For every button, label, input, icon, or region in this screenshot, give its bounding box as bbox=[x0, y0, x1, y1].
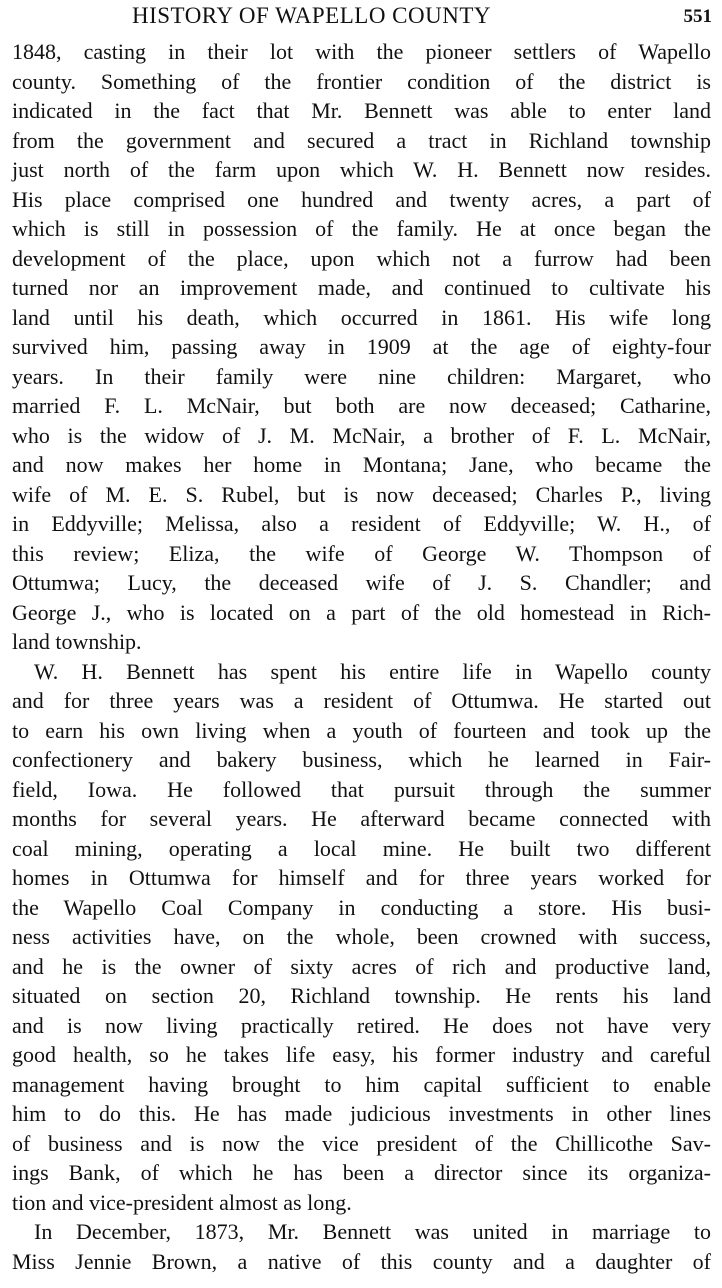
text-line: the Wapello Coal Company in conducting a store. His busi- bbox=[12, 894, 711, 920]
text-line: tion and vice-president almost as long. bbox=[12, 1189, 352, 1215]
text-line: His place comprised one hundred and twenty acres, a part of bbox=[12, 186, 711, 212]
text-line: ings Bank, of which he has been a director since its organiza- bbox=[12, 1160, 711, 1185]
text-line: field, Iowa. He followed that pursuit through the summer bbox=[12, 776, 711, 802]
text-line: homes in Ottumwa for himself and for three years worked for bbox=[12, 865, 711, 890]
text-line: married F. L. McNair, but both are now deceased; Catharine, bbox=[12, 393, 711, 418]
text-line: and is now living practically retired. He does not have very bbox=[12, 1012, 711, 1038]
text-line: management having brought to him capital sufficient to enable bbox=[12, 1071, 711, 1097]
text-line: coal mining, operating a local mine. He built two different bbox=[12, 835, 711, 861]
text-line: and he is the owner of sixty acres of rich and productive land, bbox=[12, 953, 711, 979]
paragraph bbox=[12, 37, 711, 657]
running-head bbox=[0, 2, 722, 30]
text-line: development of the place, upon which not a furrow had been bbox=[12, 245, 711, 271]
text-line: him to do this. He has made judicious investments in other lines bbox=[12, 1101, 711, 1126]
paragraph bbox=[12, 657, 711, 1218]
text-line: wife of M. E. S. Rubel, but is now deceased; Charles P., living bbox=[12, 481, 711, 507]
text-line: good health, so he takes life easy, his former industry and careful bbox=[12, 1042, 711, 1067]
text-line: months for several years. He afterward became connected with bbox=[12, 806, 711, 831]
running-title: HISTORY OF WAPELLO COUNTY bbox=[132, 3, 492, 28]
text-line: survived him, passing away in 1909 at the age of eighty-four bbox=[12, 334, 711, 359]
text-line: George J., who is located on a part of the old homestead in Rich- bbox=[12, 599, 711, 625]
text-line: situated on section 20, Richland township. He rents his land bbox=[12, 983, 711, 1008]
page-number: 551 bbox=[683, 6, 712, 27]
text-line: land until his death, which occurred in 1861. His wife long bbox=[12, 304, 711, 330]
text-line: and now makes her home in Montana; Jane, who became the bbox=[12, 452, 711, 477]
text-line: just north of the farm upon which W. H. Bennett now resides. bbox=[12, 157, 711, 182]
text-line: Miss Jennie Brown, a native of this county and a daughter of bbox=[12, 1248, 711, 1274]
text-line: 1848, casting in their lot with the pioneer settlers of Wapello bbox=[12, 39, 711, 64]
text-line: from the government and secured a tract in Richland township bbox=[12, 127, 711, 153]
text-line: ness activities have, on the whole, been crowned with success, bbox=[12, 924, 711, 949]
text-line: turned nor an improvement made, and continued to cultivate his bbox=[12, 275, 711, 300]
text-line: land township. bbox=[12, 629, 142, 654]
text-line: W. H. Bennett has spent his entire life in Wapello county bbox=[34, 658, 711, 684]
text-line: confectionery and bakery business, which he learned in Fair- bbox=[12, 747, 711, 772]
text-line: In December, 1873, Mr. Bennett was united in marriage to bbox=[34, 1219, 711, 1244]
text-line: to earn his own living when a youth of fourteen and took up the bbox=[12, 717, 711, 743]
text-line: in Eddyville; Melissa, also a resident of Eddyville; W. H., of bbox=[12, 511, 711, 536]
text-line: Ottumwa; Lucy, the deceased wife of J. S. Chandler; and bbox=[12, 570, 711, 595]
body-text bbox=[12, 37, 711, 1276]
text-line: who is the widow of J. M. McNair, a brother of F. L. McNair, bbox=[12, 422, 711, 448]
text-line: indicated in the fact that Mr. Bennett was able to enter land bbox=[12, 98, 711, 123]
text-line: this review; Eliza, the wife of George W. Thompson of bbox=[12, 540, 711, 566]
text-line: county. Something of the frontier condition of the district is bbox=[12, 68, 711, 94]
text-line: which is still in possession of the family. He at once began the bbox=[12, 216, 711, 241]
text-line: of business and is now the vice president of the Chillicothe Sav- bbox=[12, 1130, 711, 1156]
text-line: years. In their family were nine children: Margaret, who bbox=[12, 363, 711, 389]
paragraph bbox=[12, 1217, 711, 1276]
text-line: and for three years was a resident of Ottumwa. He started out bbox=[12, 688, 711, 713]
